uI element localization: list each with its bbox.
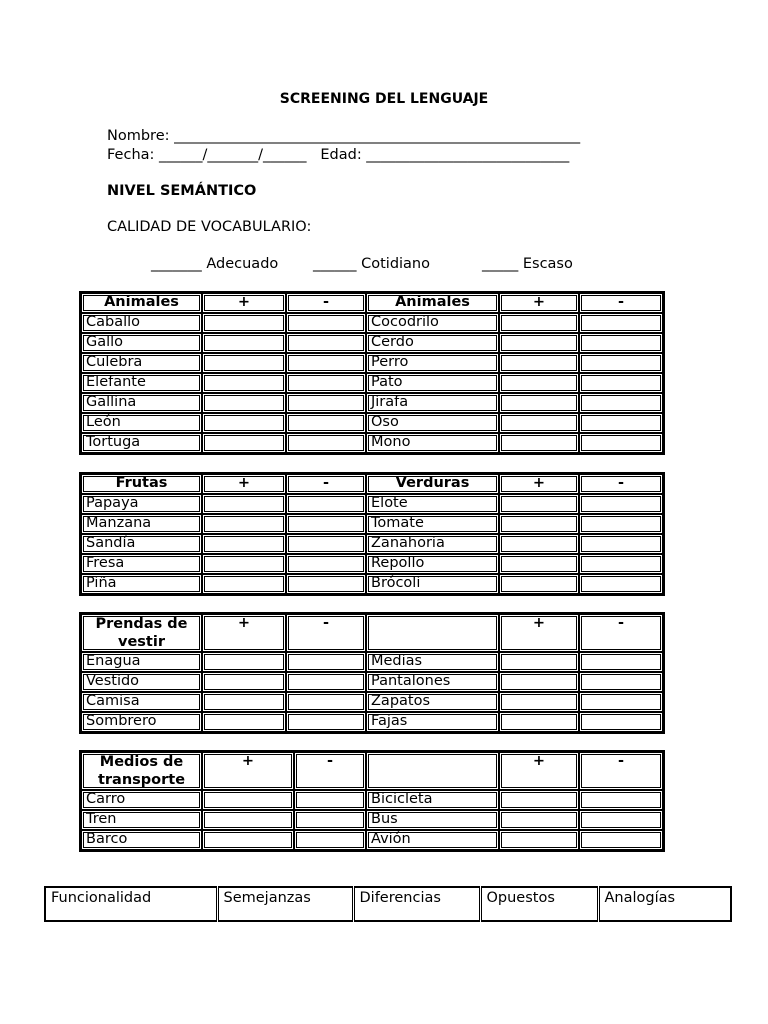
plus-cell[interactable] [202, 692, 286, 712]
minus-cell[interactable] [286, 574, 366, 594]
table-header-row [81, 752, 663, 790]
item-cell: Medias [366, 652, 499, 672]
table-skills-row [44, 886, 732, 922]
header-cell: - [579, 474, 663, 494]
item-cell: Culebra [81, 353, 202, 373]
minus-cell[interactable] [579, 534, 663, 554]
table-row [81, 393, 663, 413]
minus-cell[interactable] [579, 514, 663, 534]
minus-cell[interactable] [286, 514, 366, 534]
item-cell: Tomate [366, 514, 499, 534]
page-title: SCREENING DEL LENGUAJE [279, 91, 489, 107]
plus-cell[interactable] [202, 494, 286, 514]
minus-cell[interactable] [286, 413, 366, 433]
plus-cell[interactable] [202, 313, 286, 333]
item-cell: León [81, 413, 202, 433]
minus-cell[interactable] [286, 554, 366, 574]
minus-cell[interactable] [579, 574, 663, 594]
item-cell: Zapatos [366, 692, 499, 712]
minus-cell[interactable] [579, 790, 663, 810]
minus-cell[interactable] [579, 333, 663, 353]
skill-cell-semejanzas: Semejanzas [217, 887, 353, 921]
table-animales [79, 291, 665, 455]
plus-cell[interactable] [202, 413, 286, 433]
item-cell: Pantalones [366, 672, 499, 692]
item-cell: Enagua [81, 652, 202, 672]
item-cell: Caballo [81, 313, 202, 333]
table-frutas-verduras [79, 472, 665, 596]
subsection-heading: CALIDAD DE VOCABULARIO: [107, 219, 312, 235]
minus-cell[interactable] [579, 652, 663, 672]
plus-cell[interactable] [202, 652, 286, 672]
item-cell: Pato [366, 373, 499, 393]
plus-cell[interactable] [202, 534, 286, 554]
plus-cell[interactable] [499, 313, 579, 333]
minus-cell[interactable] [579, 393, 663, 413]
item-cell: Tortuga [81, 433, 202, 453]
minus-cell[interactable] [286, 494, 366, 514]
table-row [81, 652, 663, 672]
minus-cell[interactable] [294, 810, 366, 830]
header-cell [366, 614, 499, 652]
table-row [81, 790, 663, 810]
header-cell: - [579, 614, 663, 652]
header-cell: + [202, 752, 294, 790]
item-cell: Elote [366, 494, 499, 514]
table-row [81, 810, 663, 830]
plus-cell[interactable] [499, 652, 579, 672]
header-cell: - [286, 474, 366, 494]
table-row [45, 887, 731, 921]
header-cell: + [499, 293, 579, 313]
table-row [81, 712, 663, 732]
minus-cell[interactable] [286, 333, 366, 353]
plus-cell[interactable] [499, 830, 579, 850]
table-row [81, 692, 663, 712]
nombre-field[interactable]: Nombre: ________________________________________________________ [107, 128, 581, 144]
item-cell: Repollo [366, 554, 499, 574]
item-cell: Piña [81, 574, 202, 594]
table-row [81, 413, 663, 433]
table-row [81, 554, 663, 574]
table-row [81, 333, 663, 353]
plus-cell[interactable] [499, 672, 579, 692]
option-cotidiano[interactable]: ______ Cotidiano [313, 256, 430, 272]
plus-cell[interactable] [499, 692, 579, 712]
plus-cell[interactable] [499, 373, 579, 393]
item-cell: Fresa [81, 554, 202, 574]
minus-cell[interactable] [286, 672, 366, 692]
item-cell: Jirafa [366, 393, 499, 413]
plus-cell[interactable] [499, 790, 579, 810]
plus-cell[interactable] [499, 712, 579, 732]
minus-cell[interactable] [286, 373, 366, 393]
item-cell: Papaya [81, 494, 202, 514]
option-adecuado[interactable]: _______ Adecuado [151, 256, 279, 272]
fecha-edad-field[interactable]: Fecha: ______/_______/______ Edad: ____________________________ [107, 147, 570, 163]
minus-cell[interactable] [579, 712, 663, 732]
item-cell: Sandía [81, 534, 202, 554]
table-header-row [81, 474, 663, 494]
table-transporte [79, 750, 665, 852]
minus-cell[interactable] [286, 712, 366, 732]
item-cell: Cocodrilo [366, 313, 499, 333]
item-cell: Manzana [81, 514, 202, 534]
table-row [81, 830, 663, 850]
header-cell: - [579, 752, 663, 790]
item-cell: Barco [81, 830, 202, 850]
header-cell: + [499, 752, 579, 790]
header-cell: + [499, 474, 579, 494]
item-cell: Oso [366, 413, 499, 433]
table-row [81, 353, 663, 373]
plus-cell[interactable] [499, 433, 579, 453]
item-cell: Mono [366, 433, 499, 453]
minus-cell[interactable] [286, 393, 366, 413]
table-row [81, 433, 663, 453]
table-row [81, 514, 663, 534]
minus-cell[interactable] [579, 494, 663, 514]
header-cell: + [499, 614, 579, 652]
header-cell [366, 752, 499, 790]
skill-cell-opuestos: Opuestos [480, 887, 598, 921]
plus-cell[interactable] [202, 514, 286, 534]
plus-cell[interactable] [202, 554, 286, 574]
skill-cell-diferencias: Diferencias [353, 887, 480, 921]
minus-cell[interactable] [579, 353, 663, 373]
minus-cell[interactable] [286, 353, 366, 373]
table-row [81, 574, 663, 594]
plus-cell[interactable] [202, 333, 286, 353]
minus-cell[interactable] [579, 313, 663, 333]
header-cell: - [286, 614, 366, 652]
plus-cell[interactable] [499, 353, 579, 373]
item-cell: Vestido [81, 672, 202, 692]
item-cell: Sombrero [81, 712, 202, 732]
header-cell: Verduras [366, 474, 499, 494]
item-cell: Elefante [81, 373, 202, 393]
minus-cell[interactable] [286, 692, 366, 712]
item-cell: Cerdo [366, 333, 499, 353]
item-cell: Tren [81, 810, 202, 830]
minus-cell[interactable] [579, 433, 663, 453]
header-cell: + [202, 293, 286, 313]
table-header-row [81, 614, 663, 652]
plus-cell[interactable] [202, 790, 294, 810]
minus-cell[interactable] [286, 534, 366, 554]
minus-cell[interactable] [286, 433, 366, 453]
plus-cell[interactable] [499, 494, 579, 514]
header-cell: + [202, 614, 286, 652]
item-cell: Fajas [366, 712, 499, 732]
minus-cell[interactable] [579, 554, 663, 574]
header-cell: Medios de transporte [81, 752, 202, 790]
header-cell: Prendas de vestir [81, 614, 202, 652]
item-cell: Perro [366, 353, 499, 373]
item-cell: Bus [366, 810, 499, 830]
item-cell: Avión [366, 830, 499, 850]
plus-cell[interactable] [202, 712, 286, 732]
table-row [81, 373, 663, 393]
skill-cell-funcionalidad: Funcionalidad [51, 890, 152, 906]
section-heading: NIVEL SEMÁNTICO [107, 183, 257, 199]
minus-cell[interactable] [579, 692, 663, 712]
plus-cell[interactable] [499, 393, 579, 413]
table-header-row [81, 293, 663, 313]
skill-cell-analogias: Analogías [598, 887, 731, 921]
header-cell: + [202, 474, 286, 494]
table-row [81, 534, 663, 554]
plus-cell[interactable] [499, 574, 579, 594]
header-cell: Animales [366, 293, 499, 313]
header-cell: Frutas [81, 474, 202, 494]
item-cell: Gallina [81, 393, 202, 413]
plus-cell[interactable] [202, 672, 286, 692]
item-cell: Camisa [81, 692, 202, 712]
plus-cell[interactable] [202, 810, 294, 830]
minus-cell[interactable] [286, 313, 366, 333]
plus-cell[interactable] [499, 514, 579, 534]
item-cell: Zanahoria [366, 534, 499, 554]
minus-cell[interactable] [579, 810, 663, 830]
plus-cell[interactable] [499, 534, 579, 554]
plus-cell[interactable] [202, 393, 286, 413]
plus-cell[interactable] [499, 554, 579, 574]
minus-cell[interactable] [286, 652, 366, 672]
header-cell: - [579, 293, 663, 313]
table-prendas [79, 612, 665, 734]
header-cell: Animales [81, 293, 202, 313]
item-cell: Carro [81, 790, 202, 810]
item-cell: Bicicleta [366, 790, 499, 810]
minus-cell[interactable] [579, 830, 663, 850]
table-row [81, 313, 663, 333]
plus-cell[interactable] [202, 433, 286, 453]
minus-cell[interactable] [294, 790, 366, 810]
header-cell: - [294, 752, 366, 790]
plus-cell[interactable] [202, 574, 286, 594]
minus-cell[interactable] [579, 413, 663, 433]
header-cell: - [286, 293, 366, 313]
plus-cell[interactable] [202, 373, 286, 393]
plus-cell[interactable] [499, 333, 579, 353]
minus-cell[interactable] [294, 830, 366, 850]
plus-cell[interactable] [499, 810, 579, 830]
table-row [81, 672, 663, 692]
item-cell: Brócoli [366, 574, 499, 594]
minus-cell[interactable] [579, 672, 663, 692]
plus-cell[interactable] [202, 353, 286, 373]
item-cell: Gallo [81, 333, 202, 353]
plus-cell[interactable] [499, 413, 579, 433]
minus-cell[interactable] [579, 373, 663, 393]
option-escaso[interactable]: _____ Escaso [482, 256, 573, 272]
table-row [81, 494, 663, 514]
plus-cell[interactable] [202, 830, 294, 850]
